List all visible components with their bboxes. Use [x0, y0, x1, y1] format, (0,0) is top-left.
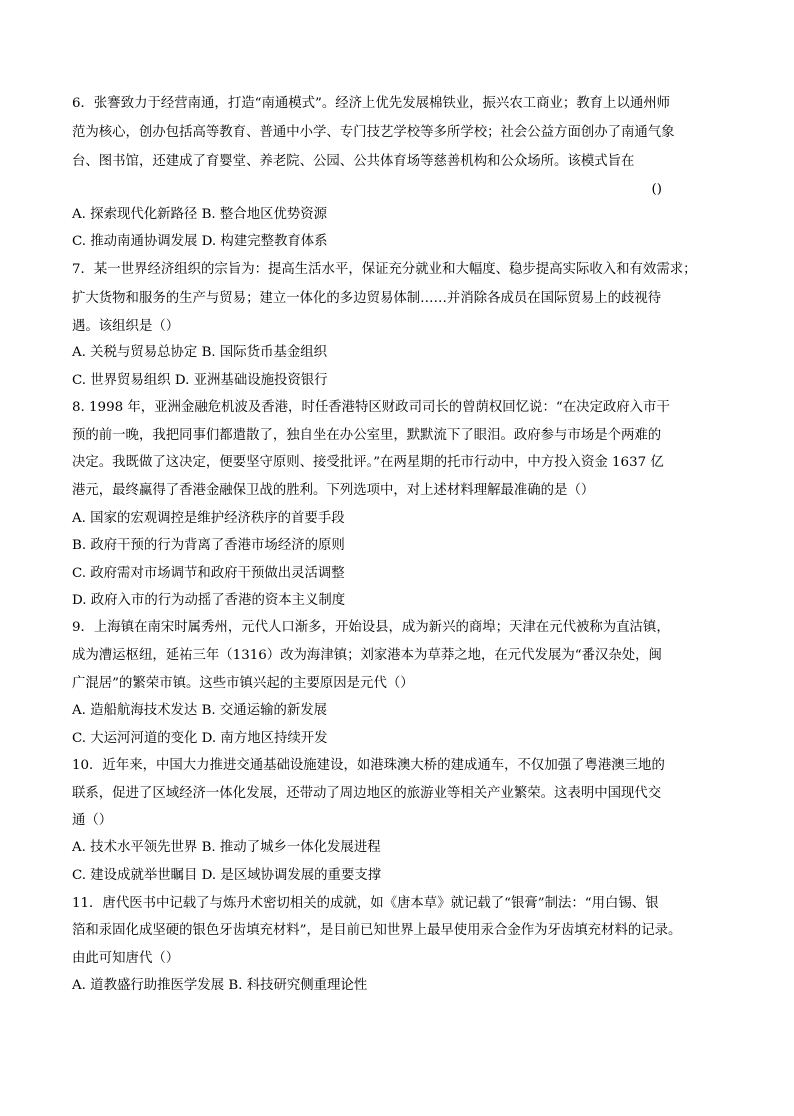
question-11-stem-line-2: 箔和汞固化成坚硬的银色牙齿填充材料”，是目前已知世界上最早使用汞合金作为牙齿填充材料的记录。 — [72, 923, 682, 938]
question-7-stem-line-2: 扩大货物和服务的生产与贸易；建立一体化的多边贸易体制……并消除各成员在国际贸易上的歧视待 — [72, 291, 662, 306]
question-8-option-c: C. 政府需对市场调节和政府干预做出灵活调整 — [72, 566, 345, 581]
question-8-stem-line-4: 港元，最终赢得了香港金融保卫战的胜利。下列选项中，对上述材料理解最准确的是（） — [72, 483, 595, 498]
question-6-stem-line-2: 范为核心，创办包括高等教育、普通中小学、专门技艺学校等多所学校；社会公益方面创办了南通气象 — [72, 125, 675, 140]
question-8-stem-line-3: 决定。我既做了这决定，便要坚守原则、接受批评。”在两星期的托市行动中，中方投入资金 1637 亿 — [72, 455, 664, 470]
question-7-stem-line-3: 遇。该组织是（） — [72, 319, 180, 334]
question-9-stem-line-3: 广混居”的繁荣市镇。这些市镇兴起的主要原因是元代（） — [72, 676, 414, 691]
question-11-stem-line-1: 11．唐代医书中记载了与炼丹术密切相关的成就，如《唐本草》就记载了“银膏”制法：“用白锡、银 — [72, 896, 659, 911]
question-6-options-ab: A. 探索现代化新路径 B. 整合地区优势资源 — [72, 207, 328, 222]
question-7-stem-line-1: 7．某一世界经济组织的宗旨为：提高生活水平，保证充分就业和大幅度、稳步提高实际收入和有效需求； — [72, 262, 697, 277]
question-6-options-cd: C. 推动南通协调发展 D. 构建完整教育体系 — [72, 234, 328, 249]
question-8-stem-line-2: 预的前一晚，我把同事们都遣散了，独自坐在办公室里，默默流下了眼泪。政府参与市场是个两难的 — [72, 428, 662, 443]
question-8-option-d: D. 政府入市的行为动摇了香港的资本主义制度 — [72, 593, 346, 608]
question-8-stem-line-1: 8. 1998 年，亚洲金融危机波及香港，时任香港特区财政司司长的曾荫权回忆说：“在决定政府入市干 — [72, 400, 670, 415]
question-10-stem-line-2: 联系，促进了区域经济一体化发展，还带动了周边地区的旅游业等相关产业繁荣。这表明中国现代交 — [72, 786, 662, 801]
question-6-answer-paren: () — [651, 182, 662, 197]
question-7-options-ab: A. 关税与贸易总协定 B. 国际货币基金组织 — [72, 345, 328, 360]
question-11-stem-line-3: 由此可知唐代（） — [72, 951, 180, 966]
question-6-stem-line-1: 6．张謇致力于经营南通，打造“南通模式”。经济上优先发展棉铁业，振兴农工商业；教育上以通州师 — [72, 96, 671, 111]
question-10-options-ab: A. 技术水平领先世界 B. 推动了城乡一体化发展进程 — [72, 840, 381, 855]
question-6-stem-line-3: 台、图书馆，还建成了育婴堂、养老院、公园、公共体育场等慈善机构和公众场所。该模式旨在 — [72, 154, 635, 169]
question-9-stem-line-2: 成为漕运枢纽，延祐三年（1316）改为海津镇；刘家港本为草莽之地，在元代发展为“番汉杂处，闽 — [72, 648, 662, 663]
question-9-stem-line-1: 9．上海镇在南宋时属秀州，元代人口渐多，开始设县，成为新兴的商埠；天津在元代被称为直沽镇， — [72, 620, 670, 635]
question-7-options-cd: C. 世界贸易组织 D. 亚洲基础设施投资银行 — [72, 373, 328, 388]
question-9-options-ab: A. 造船航海技术发达 B. 交通运输的新发展 — [72, 703, 328, 718]
question-8-option-a: A. 国家的宏观调控是维护经济秩序的首要手段 — [72, 511, 345, 526]
question-8-option-b: B. 政府干预的行为背离了香港市场经济的原则 — [72, 538, 345, 553]
question-10-stem-line-3: 通（） — [72, 813, 113, 828]
question-10-stem-line-1: 10．近年来，中国大力推进交通基础设施建设，如港珠澳大桥的建成通车，不仅加强了粤港澳三地的 — [72, 758, 665, 773]
question-9-options-cd: C. 大运河河道的变化 D. 南方地区持续开发 — [72, 731, 328, 746]
question-10-options-cd: C. 建设成就举世瞩目 D. 是区域协调发展的重要支撑 — [72, 868, 382, 883]
question-11-options-ab: A. 道教盛行助推医学发展 B. 科技研究侧重理论性 — [72, 978, 368, 993]
